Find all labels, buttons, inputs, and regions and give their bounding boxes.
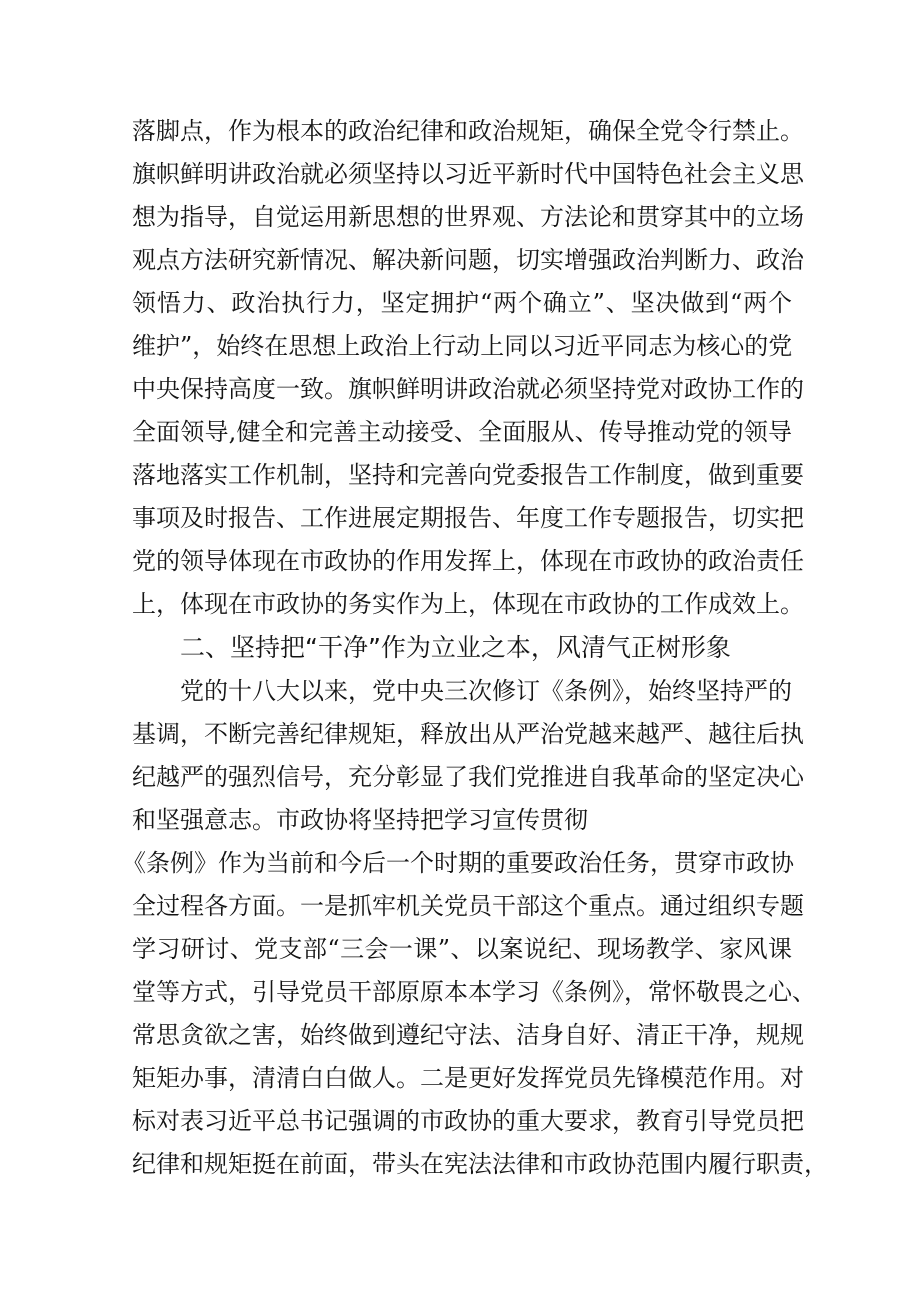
text-line: 领悟力、政治执行力，坚定拥护“两个确立”、坚决做到“两个 [132,289,792,317]
text-line: 学习研讨、党支部“三会一课”、以案说纪、现场教学、家风课 [132,935,792,963]
section-heading: 二、坚持把“干净”作为立业之本，风清气正树形象 [180,633,731,662]
text-line: 和坚强意志。市政协将坚持把学习宣传贯彻 [132,806,588,834]
text-line: 标对表习近平总书记强调的市政协的重大要求，教育引导党员把 [132,1107,804,1135]
text-line: 堂等方式，引导党员干部原原本本学习《条例》，常怀敬畏之心、 [132,978,816,1006]
text-line: 旗帜鲜明讲政治就必须坚持以习近平新时代中国特色社会主义思 [132,160,804,188]
text-line: 观点方法研究新情况、解决新问题，切实增强政治判断力、政治 [132,246,804,274]
text-line: 纪越严的强烈信号，充分彰显了我们党推进自我革命的坚定决心 [132,763,804,791]
text-line: 维护”，始终在思想上政治上行动上同以习近平同志为核心的党 [132,332,793,360]
text-line: 党的十八大以来，党中央三次修订《条例》，始终坚持严的 [180,677,792,705]
text-line: 矩矩办事，清清白白做人。二是更好发挥党员先锋模范作用。对 [132,1064,804,1092]
text-line: 落脚点，作为根本的政治纪律和政治规矩，确保全党令行禁止。 [132,117,804,145]
text-line: 全面领导,健全和完善主动接受、全面服从、传导推动党的领导 [132,418,792,446]
text-line: 中央保持高度一致。旗帜鲜明讲政治就必须坚持党对政协工作的 [132,375,804,403]
text-line: 基调，不断完善纪律规矩，释放出从严治党越来越严、越往后执 [132,720,804,748]
text-line: 《条例》作为当前和今后一个时期的重要政治任务，贯穿市政协 [122,849,794,877]
text-line: 上，体现在市政协的务实作为上，体现在市政协的工作成效上。 [132,590,804,618]
text-line: 常思贪欲之害，始终做到遵纪守法、洁身自好、清正干净，规规 [132,1021,804,1049]
text-line: 党的领导体现在市政协的作用发挥上，体现在市政协的政治责任 [132,547,804,575]
text-line: 落地落实工作机制，坚持和完善向党委报告工作制度，做到重要 [132,461,804,489]
text-line: 想为指导，自觉运用新思想的世界观、方法论和贯穿其中的立场 [132,203,804,231]
text-line: 事项及时报告、工作进展定期报告、年度工作专题报告，切实把 [132,504,804,532]
text-line: 全过程各方面。一是抓牢机关党员干部这个重点。通过组织专题 [132,892,804,920]
text-line: 纪律和规矩挺在前面，带头在宪法法律和市政协范围内履行职责， [132,1150,828,1178]
